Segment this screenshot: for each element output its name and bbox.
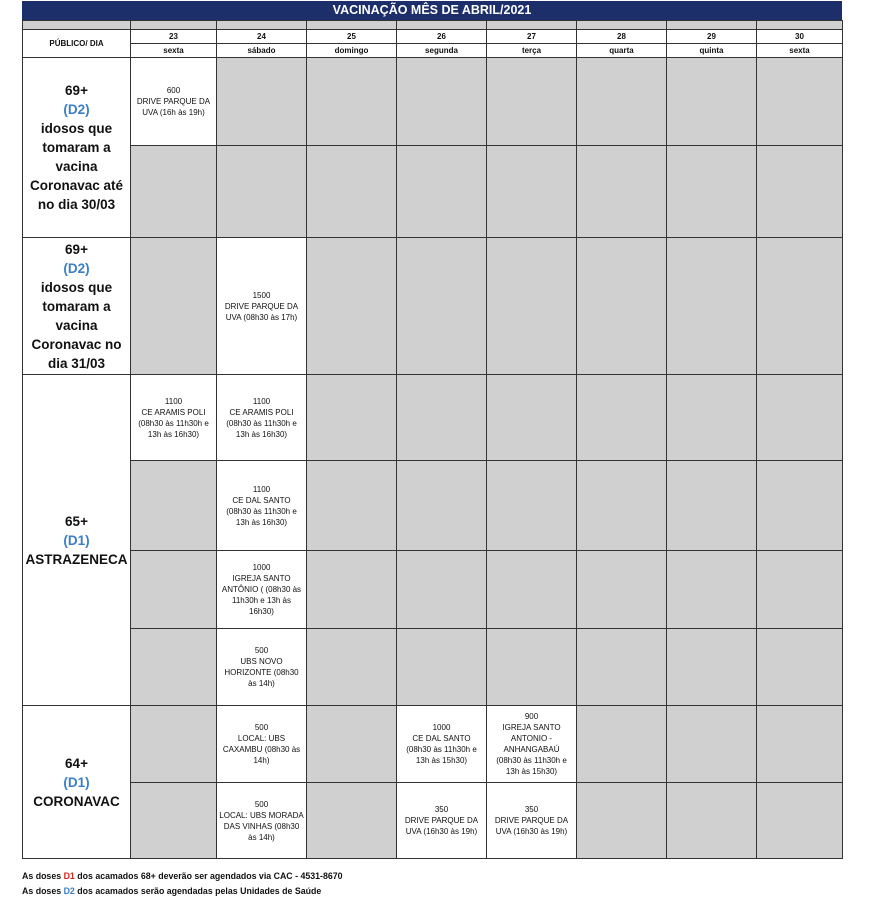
cell-line: 13h às 16h30) (235, 517, 288, 527)
cell-line: 500 (254, 646, 269, 655)
table-row (23, 461, 843, 551)
empty-cell (757, 375, 843, 461)
empty-cell (487, 629, 577, 706)
footnote-text: dos acamados serão agendadas pelas Unidades de Saúde (77, 886, 322, 896)
empty-cell (217, 58, 307, 146)
group-label-64-d1-coronavac (23, 706, 131, 859)
empty-cell (487, 238, 577, 375)
cell-line: 1500 (252, 290, 271, 300)
empty-cell (397, 629, 487, 706)
empty-cell (577, 238, 667, 375)
cell-line: IGREJA SANTO (232, 574, 291, 583)
empty-cell (577, 629, 667, 706)
empty-cell (397, 146, 487, 238)
empty-cell (757, 146, 843, 238)
cell-line: às 14h) (248, 832, 275, 842)
group-desc: vacina (55, 317, 98, 333)
empty-cell (397, 58, 487, 146)
empty-cell (307, 551, 397, 629)
cell-line: CE ARAMIS POLI (229, 407, 294, 417)
empty-cell (577, 146, 667, 238)
group-label-65-d1-astrazeneca (23, 375, 131, 706)
cell-line: DRIVE PARQUE DA (224, 301, 299, 311)
empty-cell (757, 706, 843, 783)
footnote-dose-d1: D1 (63, 871, 75, 881)
day-number: 30 (757, 30, 843, 44)
schedule-cell (217, 706, 307, 783)
empty-cell (307, 238, 397, 375)
empty-cell (667, 58, 757, 146)
cell-line: CAXAMBU (08h30 às (222, 745, 301, 754)
group-label-69-d2-3003 (23, 58, 131, 238)
group-desc: Coronavac no (31, 336, 122, 352)
weekday: terça (487, 44, 577, 58)
cell-line: UVA (16h30 às 19h) (495, 827, 568, 836)
weekday: sexta (131, 44, 217, 58)
empty-cell (577, 58, 667, 146)
cell-line: 1100 (252, 396, 271, 406)
cell-line: UVA (08h30 às 17h) (225, 312, 298, 322)
cell-line: LOCAL: UBS MORADA (219, 810, 304, 820)
schedule-cell (217, 783, 307, 859)
empty-cell (487, 461, 577, 551)
weekday: segunda (397, 44, 487, 58)
table-row (23, 706, 843, 783)
weekday: sexta (757, 44, 843, 58)
table-row (23, 238, 843, 375)
group-desc: tomaram a (42, 298, 111, 314)
cell-line: às 14h) (248, 679, 275, 688)
cell-line: ANTONIO - (510, 734, 553, 743)
group-desc: no dia 30/03 (37, 197, 116, 212)
empty-cell (307, 461, 397, 551)
empty-cell (667, 375, 757, 461)
cell-line: CE DAL SANTO (232, 495, 291, 505)
cell-line: 900 (524, 712, 539, 721)
empty-cell (487, 146, 577, 238)
day-number: 27 (487, 30, 577, 44)
empty-cell (307, 146, 397, 238)
table-row (23, 375, 843, 461)
empty-cell (757, 238, 843, 375)
empty-cell (131, 238, 217, 375)
weekday: quinta (667, 44, 757, 58)
empty-cell (757, 629, 843, 706)
empty-cell (757, 783, 843, 859)
cell-line: (08h30 às 11h30h e (496, 756, 567, 765)
empty-cell (397, 461, 487, 551)
cell-line: 14h) (253, 756, 270, 765)
cell-line: 500 (254, 723, 269, 732)
cell-line: LOCAL: UBS (237, 734, 286, 743)
group-desc: dia 31/03 (47, 355, 106, 371)
weekday: sábado (217, 44, 307, 58)
group-dose: (D1) (63, 774, 90, 790)
empty-cell (577, 783, 667, 859)
cell-line: 13h às 16h30) (147, 429, 200, 439)
empty-cell (667, 461, 757, 551)
cell-line: CE DAL SANTO (412, 734, 471, 743)
schedule-cell (397, 706, 487, 783)
footnote-d2 (22, 886, 321, 896)
empty-cell (307, 783, 397, 859)
group-age: 69+ (65, 83, 88, 98)
group-desc: idosos que (40, 279, 113, 295)
cell-line: 13h às 15h30) (505, 767, 558, 776)
cell-line: 11h30h e 13h às (231, 596, 291, 605)
empty-cell (487, 375, 577, 461)
table-row (23, 551, 843, 629)
cell-line: 13h às 15h30) (415, 756, 468, 765)
empty-cell (131, 706, 217, 783)
group-desc: tomaram a (42, 140, 111, 155)
cell-line: 1000 (252, 563, 271, 572)
empty-cell (217, 146, 307, 238)
group-label-69-d2-3103 (23, 238, 131, 375)
page-title: VACINAÇÃO MÊS DE ABRIL/2021 (22, 1, 842, 20)
group-desc: vacina (55, 159, 98, 174)
group-desc: idosos que (40, 121, 113, 136)
group-age: 65+ (65, 513, 88, 529)
vaccination-schedule-table (22, 20, 843, 859)
empty-cell (397, 551, 487, 629)
empty-cell (131, 461, 217, 551)
group-age: 64+ (65, 755, 88, 771)
schedule-cell (217, 629, 307, 706)
weekday: domingo (307, 44, 397, 58)
empty-cell (757, 461, 843, 551)
group-dose: (D2) (63, 260, 90, 276)
group-dose: (D1) (63, 532, 90, 548)
cell-line: (08h30 às 11h30h e (406, 745, 477, 754)
empty-cell (667, 238, 757, 375)
cell-line: ANTÔNIO ( (08h30 às (221, 585, 302, 594)
cell-line: UBS NOVO (240, 657, 283, 666)
cell-line: (08h30 às 11h30h e (226, 418, 297, 428)
cell-line: 600 (166, 86, 181, 95)
cell-line: 350 (524, 805, 539, 814)
cell-line: DRIVE PARQUE DA (404, 816, 479, 825)
empty-cell (667, 629, 757, 706)
empty-cell (577, 461, 667, 551)
cell-line: 13h às 16h30) (235, 429, 288, 439)
schedule-cell (131, 375, 217, 461)
empty-cell (131, 629, 217, 706)
footnote-dose-d2: D2 (63, 886, 75, 896)
empty-cell (487, 58, 577, 146)
day-number: 28 (577, 30, 667, 44)
table-row (23, 58, 843, 146)
table-row (23, 629, 843, 706)
footnote-d1 (22, 871, 343, 881)
cell-line: DRIVE PARQUE DA (494, 816, 569, 825)
day-number-row (23, 30, 843, 44)
schedule-cell (217, 238, 307, 375)
empty-cell (131, 783, 217, 859)
group-age: 69+ (65, 241, 88, 257)
cell-line: 1100 (164, 396, 183, 406)
empty-cell (577, 551, 667, 629)
group-dose: (D2) (63, 102, 90, 117)
empty-cell (307, 375, 397, 461)
cell-line: ANHANGABAÚ (503, 745, 560, 754)
cell-line: UVA (16h às 19h) (142, 108, 205, 117)
cell-line: HORIZONTE (08h30 (224, 668, 299, 677)
header-gap-row (23, 21, 843, 30)
schedule-cell (217, 375, 307, 461)
cell-line: (08h30 às 11h30h e (226, 506, 297, 516)
weekday: quarta (577, 44, 667, 58)
cell-line: 350 (434, 805, 449, 814)
empty-cell (397, 375, 487, 461)
cell-line: UVA (16h30 às 19h) (405, 827, 478, 836)
empty-cell (667, 551, 757, 629)
schedule-cell (217, 551, 307, 629)
empty-cell (131, 551, 217, 629)
cell-line: DAS VINHAS (08h30 (223, 821, 300, 831)
cell-line: IGREJA SANTO (502, 723, 561, 732)
table-row (23, 783, 843, 859)
empty-cell (757, 551, 843, 629)
footnote-text: As doses (22, 871, 62, 881)
empty-cell (757, 58, 843, 146)
empty-cell (131, 146, 217, 238)
schedule-cell (487, 783, 577, 859)
cell-line: 1000 (432, 723, 451, 732)
day-number: 29 (667, 30, 757, 44)
empty-cell (667, 146, 757, 238)
empty-cell (397, 238, 487, 375)
public-day-header: PÚBLICO/ DIA (23, 30, 131, 58)
footnote-text: dos acamados 68+ deverão ser agendados via CAC - 4531-8670 (77, 871, 343, 881)
weekday-row (23, 44, 843, 58)
cell-line: (08h30 às 11h30h e (138, 418, 209, 428)
empty-cell (667, 783, 757, 859)
day-number: 24 (217, 30, 307, 44)
day-number: 26 (397, 30, 487, 44)
empty-cell (577, 375, 667, 461)
empty-cell (667, 706, 757, 783)
group-desc: CORONAVAC (33, 793, 120, 809)
cell-line: 500 (254, 799, 269, 809)
empty-cell (307, 58, 397, 146)
schedule-cell (397, 783, 487, 859)
cell-line: CE ARAMIS POLI (141, 407, 206, 417)
cell-line: 1100 (252, 484, 271, 494)
schedule-cell (131, 58, 217, 146)
empty-cell (307, 629, 397, 706)
schedule-cell (487, 706, 577, 783)
schedule-cell (217, 461, 307, 551)
day-number: 25 (307, 30, 397, 44)
table-row (23, 146, 843, 238)
empty-cell (577, 706, 667, 783)
group-desc: ASTRAZENECA (25, 551, 128, 567)
empty-cell (487, 551, 577, 629)
cell-line: 16h30) (249, 607, 274, 616)
empty-cell (307, 706, 397, 783)
cell-line: DRIVE PARQUE DA (136, 97, 211, 106)
footnote-text: As doses (22, 886, 62, 896)
day-number: 23 (131, 30, 217, 44)
group-desc: Coronavac até (29, 178, 124, 193)
